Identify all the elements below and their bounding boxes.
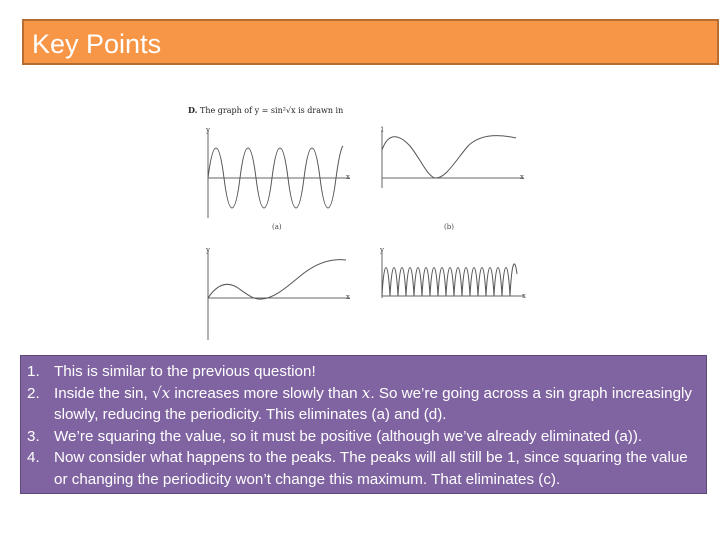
key-point-number: 2.	[27, 384, 40, 402]
plot-b-label: (b)	[444, 223, 454, 231]
key-point-text-pre: Inside the sin,	[54, 384, 152, 402]
key-points-list	[27, 361, 697, 490]
plot-b-x-axis-label: x	[520, 173, 524, 181]
key-point-1	[27, 361, 697, 383]
key-point-text-mid: increases more slowly than	[170, 384, 362, 402]
key-point-4	[27, 447, 697, 490]
caption-prefix: D.	[188, 105, 198, 115]
plot-d-graph	[374, 248, 524, 340]
key-point-3	[27, 426, 697, 448]
math-sqrt-x: √x	[151, 383, 171, 402]
plot-d	[374, 248, 524, 340]
key-point-number: 3.	[27, 427, 40, 445]
title-bar	[22, 19, 719, 65]
key-point-text-post: . So we’re going across a sin graph increasingly slowly, reducing the periodicity. This eliminates (a) and (d).	[54, 384, 693, 423]
plot-a-x-axis-label: x	[346, 173, 350, 181]
plot-b-curve	[382, 136, 516, 178]
figure-caption	[188, 105, 343, 115]
plot-c	[200, 248, 350, 340]
plot-c-x-axis-label: x	[346, 293, 350, 301]
plot-c-curve	[208, 260, 346, 300]
plot-a-y-axis-label: y	[206, 126, 210, 134]
plot-c-graph	[200, 248, 350, 340]
plot-a-graph	[200, 128, 350, 218]
plot-a-curve	[208, 146, 343, 208]
plot-d-x-axis-label: x	[522, 292, 526, 300]
question-figure	[178, 98, 542, 346]
math-x: x	[361, 383, 371, 402]
plot-d-y-axis-label: y	[380, 246, 384, 254]
key-point-number: 1.	[27, 363, 40, 380]
slide-title: Key Points	[32, 29, 162, 59]
key-point-text: We’re squaring the value, so it must be positive (although we’ve already eliminated (a)).	[54, 427, 643, 445]
plot-d-curve	[382, 264, 517, 296]
key-point-number: 4.	[27, 449, 40, 466]
key-point-2	[27, 383, 697, 426]
plot-c-y-axis-label: y	[206, 246, 210, 254]
key-points-box	[20, 355, 707, 494]
caption-text: The graph of y = sin²√x is drawn in	[199, 106, 344, 115]
key-point-text: Now consider what happens to the peaks. The peaks will all still be 1, since squaring the value or changing the periodicity won’t change this maximum. That eliminates (c).	[54, 449, 688, 488]
plot-a	[200, 126, 350, 231]
plot-b	[374, 126, 524, 231]
plot-b-graph	[374, 128, 524, 218]
key-point-text: This is similar to the previous question!	[54, 363, 316, 380]
plot-b-y-max-label: 1	[380, 126, 385, 134]
plot-a-label: (a)	[272, 223, 282, 231]
